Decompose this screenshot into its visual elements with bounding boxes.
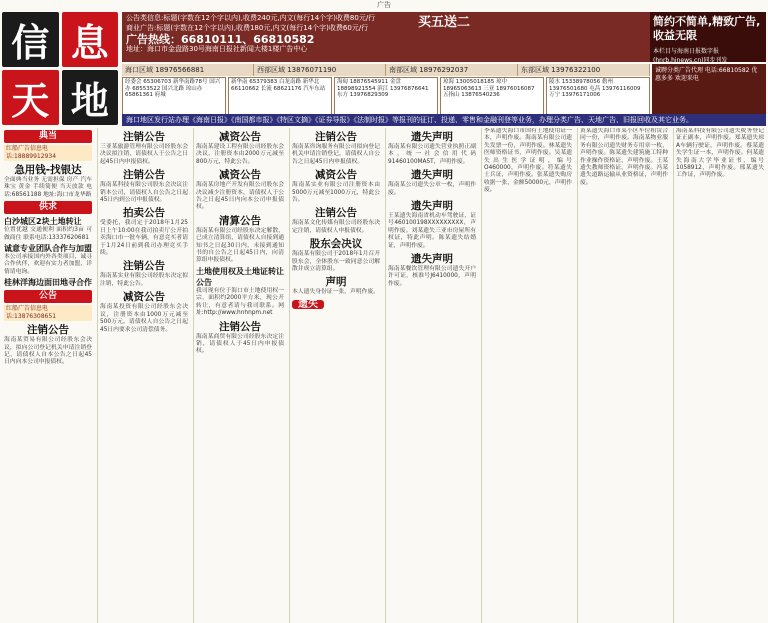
distribution-banner: 海口地区发行站办理《海南日报》《南国都市报》《特区文摘》《证券导报》《法制时报》等报刊的征订、投递、零售和金融刊登等业务，办理分类广告、天地广告、旧报回收及其它业务。	[122, 114, 766, 126]
ad-text: 我司现有位于海口市土地使用权一宗，面积约2000平方米，现公开转让，有意者请与我司联系。网址:http://www.hnhnpm.net	[196, 287, 284, 317]
ad-text: 海南某科技有限公司遗失税务登记证正副本，声明作废。郑某遗失琼A车辆行驶证，声明作废。蔡某遗失学生证一本，声明作废。何某遗失海南大学毕业证书，编号1058912，声明作废。邢某遗失工作证，声明作废。	[676, 128, 764, 179]
district-2: 西部区域 13876071190	[254, 64, 386, 76]
office-box-5: 陵水 15338978056 儋州 13976501680 屯昌 13976116009 万宁 13976171006	[546, 77, 650, 122]
section-sub: 红船广告信息电话:13876308651	[4, 305, 92, 321]
column-8	[673, 128, 766, 623]
ad-text: 海南某商贸有限公司经股东决定注销，请债权人于45日内申报债权。	[196, 333, 284, 355]
ad-title: 注销公告	[315, 207, 357, 220]
district-3: 南部区域 18976292037	[386, 64, 518, 76]
ad-text: 本人遗失身份证一张，声明作废。	[292, 289, 379, 296]
ad-text: 三亚某旅游管理有限公司经股东会决议拟注销，请债权人于公告之日起45日内申报债权。	[100, 144, 188, 165]
ad-title: 遗失声明	[411, 253, 453, 266]
pricing-line-1: 公告类信息:标题(字数在12个字以内),收费240元,内文(每行14个字)收费80元/行	[126, 14, 376, 22]
logo-char-2: 息	[62, 12, 119, 67]
side-notice: 诚聘分类广告代理 电话:66810582 优惠多多 欢迎来电	[652, 64, 766, 122]
address: 地址：海口市金盘路30号海南日报社新闻大楼1楼广告中心	[126, 44, 308, 53]
ad-title: 白沙城区2块土地转让	[4, 217, 82, 227]
ad-title: 减资公告	[219, 131, 261, 143]
ad-text: 本公司承接国内外各类项目，诚寻合作伙伴，欢迎有实力者加盟，详情请电询。	[4, 254, 92, 275]
ad-text: 海南某有限公司于2018年1月召开股东会，全体股东一致同意公司解散并成立清算组。	[292, 251, 381, 273]
ad-title: 遗失声明	[411, 131, 453, 143]
ad-title: 减资公告	[219, 169, 261, 182]
ad-text: 海南某有限公司遗失营业执照正副本，统一社会信用代码91460100MA5T，声明作废。	[388, 144, 476, 165]
logo	[2, 12, 118, 123]
office-box-2: 新华南 65379383 白龙南路 新华北 66110662 长流 68621176 汽车东站	[228, 77, 332, 122]
office-box-4: 琼海 13005018185 琼中 18965063613 三亚 18976016087 五指山 13876540236	[440, 77, 544, 122]
district-1: 海口区域 18976566881	[122, 64, 254, 76]
pricing-info	[122, 12, 650, 62]
pricing-line-2: 商业广告:标题(字数在12个字以内),收费180元,内文(每行14个字)收费60元/行	[126, 23, 369, 32]
logo-char-4: 地	[62, 70, 119, 125]
ad-text: 受委托，我司定于2018年1月25日上午10:00在我司拍卖厅公开拍卖海口市一批车辆，有意竞买者请于1月24日前到我司办理竞买手续。	[100, 220, 188, 257]
ad-title: 土地使用权及土地证转让公告	[196, 266, 284, 287]
ad-text: 黄某遗失海口市某小区车位租赁合同一份，声明作废。海南某物业服务有限公司遗失财务专用章一枚，声明作废。陈某遗失建筑施工特种作业操作资格证，声明作废。王某遗失教师资格证，声明作废。冯某遗失道路运输从业资格证，声明作废。	[580, 128, 668, 186]
ad-text: 海南某实业有限公司注册资本由5000万元减至1000万元，特此公告。	[292, 182, 380, 204]
district-bar	[122, 64, 650, 76]
office-box-3: 海甸 18876545911 金盘 18898921554 滨江 13976876641 东方 13976829309	[334, 77, 438, 122]
ad-title: 股东会决议	[309, 238, 363, 251]
section-header-pawn: 典当	[4, 130, 92, 143]
ad-title: 遗失声明	[411, 200, 453, 213]
slogan-sub: 本栏目与海南日报数字报(hnrb.hinews.cn)同步刊发	[653, 48, 728, 64]
ad-title: 减资公告	[123, 291, 165, 304]
slogan-text: 简约不简单,精致广告,收益无限	[653, 15, 761, 42]
ad-text: 位置优越 交通便利 面积约3亩 可做商住 联系电话:13337620681	[4, 227, 92, 241]
ad-text: 海南某实业有限公司经股东决定拟注销，特此公告。	[100, 273, 188, 287]
ad-text: 李某遗失海口市国有土地使用证一本，声明作废。海南某有限公司遗失发票一份，声明作废。林某遗失医师资格证书，声明作废。吴某遗失出生医学证明，编号O460000，声明作废。符某遗失士兵证，声明作废。张某遗失购房收据一张，金额50000元，声明作废。	[484, 128, 573, 194]
ad-title: 拍卖公告	[123, 207, 165, 220]
ad-text: 海南某咨询服务有限公司拟向登记机关申请注销登记，请债权人自公告之日起45日内申报债权。	[292, 144, 380, 165]
ad-title: 急用钱-找银达	[14, 164, 82, 176]
column-4	[289, 128, 382, 623]
masthead	[0, 10, 768, 124]
ad-text: 海南某餐饮管理有限公司遗失开户许可证，核准号J6410000，声明作废。	[388, 266, 476, 287]
ad-text: 海南某投资有限公司经股东会决议，注册资本由1000万元减至500万元，请债权人自公告之日起45日内要求公司清偿债务。	[100, 304, 188, 333]
top-label: 广告	[377, 1, 391, 9]
ad-text: 海南某科技有限公司股东会决议注销本公司，请债权人自公告之日起45日内到公司申报债权。	[100, 182, 188, 204]
slogan-panel	[650, 12, 766, 62]
ad-title: 注销公告	[123, 169, 165, 182]
column-3	[193, 128, 286, 623]
ad-title: 注销公告	[315, 131, 357, 143]
ad-text: 王某遗失海南省机动车驾驶证，证号460100198XXXXXXXXX，声明作废。刘某遗失三亚市房屋所有权证，特此声明。陈某遗失结婚证，声明作废。	[388, 213, 476, 249]
section-header-supply: 供求	[4, 201, 92, 214]
ad-title: 注销公告	[123, 260, 165, 273]
ad-title: 减资公告	[315, 169, 357, 182]
promo-label: 买五送二	[418, 15, 471, 30]
column-7	[577, 128, 670, 623]
ad-title: 桂林洋海边面田地寻合作	[4, 278, 92, 288]
ad-text: 海南某贸易有限公司经股东会决议，拟向公司登记机关申请注销登记，请债权人自本公告之日起45日内向本公司申报债权。	[4, 337, 92, 366]
ad-title: 声明	[325, 276, 347, 289]
office-box-1: 经委会 65306703 新华南路78号 国兴办 68553522 国兴北路 琼山办 65861361 府城	[122, 77, 226, 122]
ad-text: 海南某房地产开发有限公司股东会决议减少注册资本，请债权人于公告之日起45日内向本公司申报债权。	[196, 182, 284, 211]
section-sub: 红船广告信息电话:18889912934	[4, 145, 92, 161]
ad-title: 注销公告	[123, 131, 165, 143]
ad-title: 注销公告	[219, 320, 261, 333]
lost-stamp: 遗失	[292, 300, 324, 309]
ad-title: 清算公告	[219, 214, 261, 227]
ad-text: 海南某建设工程有限公司经股东会决议，注册资本由2000万元减至800万元，特此公告。	[196, 144, 284, 165]
column-5	[385, 128, 478, 623]
district-4: 东部区域 13976322100	[518, 64, 650, 76]
ad-title: 遗失声明	[411, 169, 453, 182]
ad-text: 全面典当业务 无需担保 房产 汽车 珠宝 黄金 手续简便 当天放款 电话:68561188 地址:海口市龙华路	[4, 177, 92, 198]
ad-title: 诚意专业团队合作与加盟	[4, 244, 92, 254]
logo-char-3: 天	[2, 70, 59, 125]
column-1	[2, 128, 94, 623]
ad-text: 海南某文化传媒有限公司经股东决定注销，请债权人申报债权。	[292, 220, 380, 234]
ad-text: 海南某公司遗失公章一枚，声明作废。	[388, 182, 476, 196]
column-2	[97, 128, 190, 623]
ad-title: 注销公告	[27, 324, 69, 337]
ad-text: 海南某有限公司经股东决定解散，已成立清算组，请债权人自接到通知书之日起30日内，未接到通知书的自公告之日起45日内，向清算组申报债权。	[196, 227, 284, 264]
hotline: 广告热线：66810111、66810582	[126, 33, 315, 46]
logo-char-1: 信	[2, 12, 59, 67]
section-header-notice: 公告	[4, 290, 92, 303]
column-6	[481, 128, 574, 623]
classified-columns	[2, 128, 766, 623]
